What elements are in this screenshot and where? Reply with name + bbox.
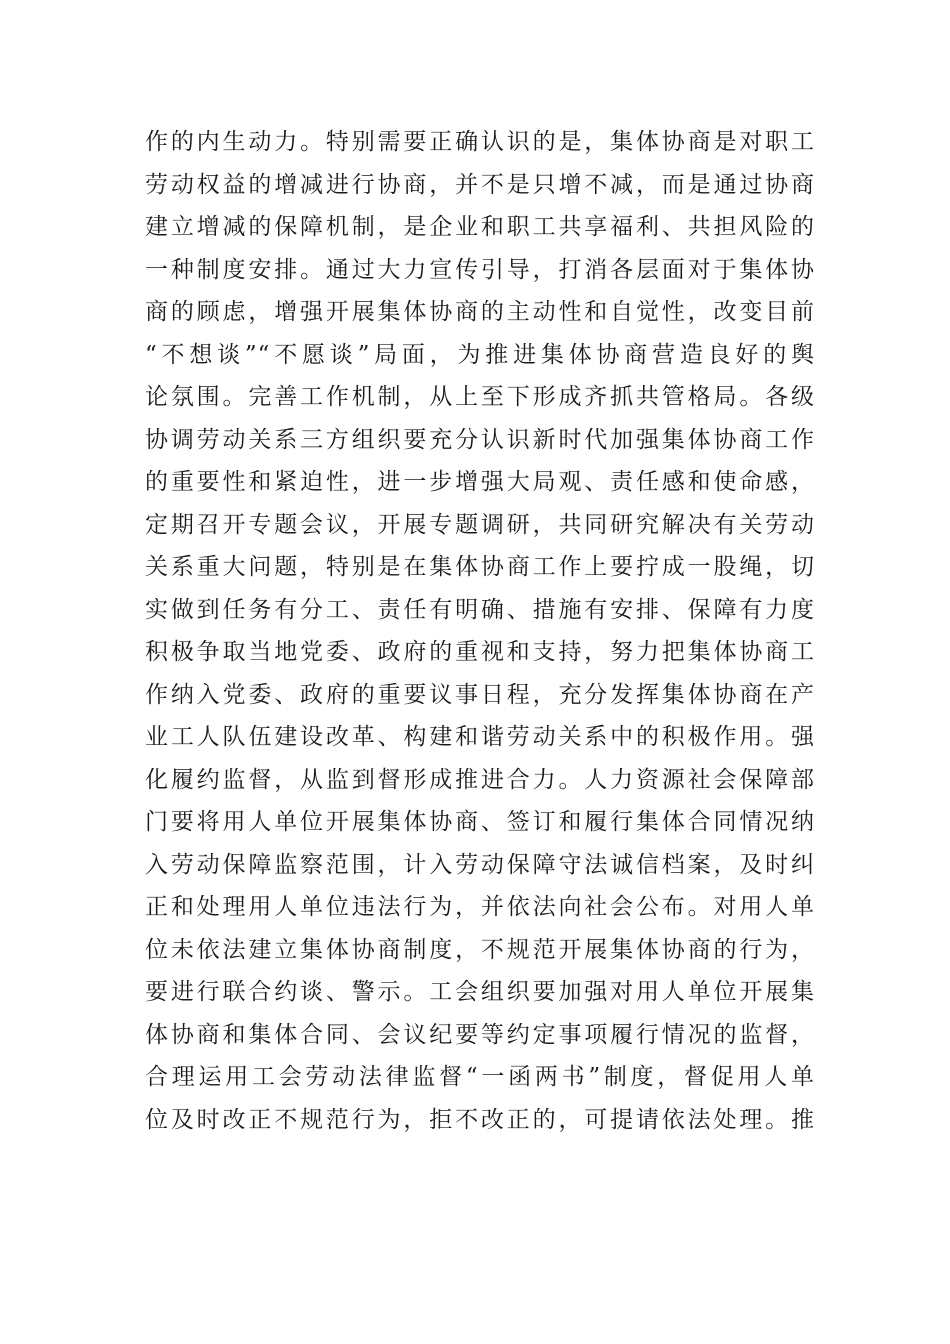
text-line: 作的内生动力。特别需要正确认识的是，集体协商是对职工 bbox=[145, 129, 815, 155]
text-line: 劳动权益的增减进行协商，并不是只增不减，而是通过协商 bbox=[145, 171, 815, 198]
text-line: 业工人队伍建设改革、构建和谐劳动关系中的积极作用。强 bbox=[145, 724, 815, 750]
text-line: 位及时改正不规范行为，拒不改正的，可提请依法处理。推 bbox=[145, 1106, 815, 1133]
text-line: 合理运用工会劳动法律监督“一函两书”制度，督促用人单 bbox=[145, 1064, 815, 1090]
text-line: 论氛围。完善工作机制，从上至下形成齐抓共管格局。各级 bbox=[145, 384, 815, 410]
text-line: 作纳入党委、政府的重要议事日程，充分发挥集体协商在产 bbox=[145, 681, 815, 708]
body-paragraph bbox=[145, 121, 815, 1141]
text-line: 积极争取当地党委、政府的重视和支持，努力把集体协商工 bbox=[145, 639, 815, 665]
text-line: 位未依法建立集体协商制度，不规范开展集体协商的行为， bbox=[145, 936, 815, 963]
text-line: “不想谈”“不愿谈”局面，为推进集体协商营造良好的舆 bbox=[145, 341, 815, 368]
text-line: 入劳动保障监察范围，计入劳动保障守法诚信档案，及时纠 bbox=[145, 851, 815, 878]
text-line: 体协商和集体合同、会议纪要等约定事项履行情况的监督， bbox=[145, 1021, 815, 1048]
text-line: 协调劳动关系三方组织要充分认识新时代加强集体协商工作 bbox=[145, 426, 815, 453]
text-line: 定期召开专题会议，开展专题调研，共同研究解决有关劳动 bbox=[145, 511, 815, 538]
text-line: 门要将用人单位开展集体协商、签订和履行集体合同情况纳 bbox=[145, 809, 815, 835]
text-line: 正和处理用人单位违法行为，并依法向社会公布。对用人单 bbox=[145, 894, 815, 920]
text-line: 实做到任务有分工、责任有明确、措施有安排、保障有力度 bbox=[145, 596, 815, 623]
text-line: 化履约监督，从监到督形成推进合力。人力资源社会保障部 bbox=[145, 766, 815, 793]
text-line: 的重要性和紧迫性，进一步增强大局观、责任感和使命感， bbox=[145, 469, 815, 495]
text-line: 一种制度安排。通过大力宣传引导，打消各层面对于集体协 bbox=[145, 256, 815, 283]
text-line: 建立增减的保障机制，是企业和职工共享福利、共担风险的 bbox=[145, 214, 815, 240]
text-line: 要进行联合约谈、警示。工会组织要加强对用人单位开展集 bbox=[145, 979, 815, 1005]
text-line: 关系重大问题，特别是在集体协商工作上要拧成一股绳，切 bbox=[145, 554, 815, 580]
text-line: 商的顾虑，增强开展集体协商的主动性和自觉性，改变目前 bbox=[145, 299, 815, 325]
